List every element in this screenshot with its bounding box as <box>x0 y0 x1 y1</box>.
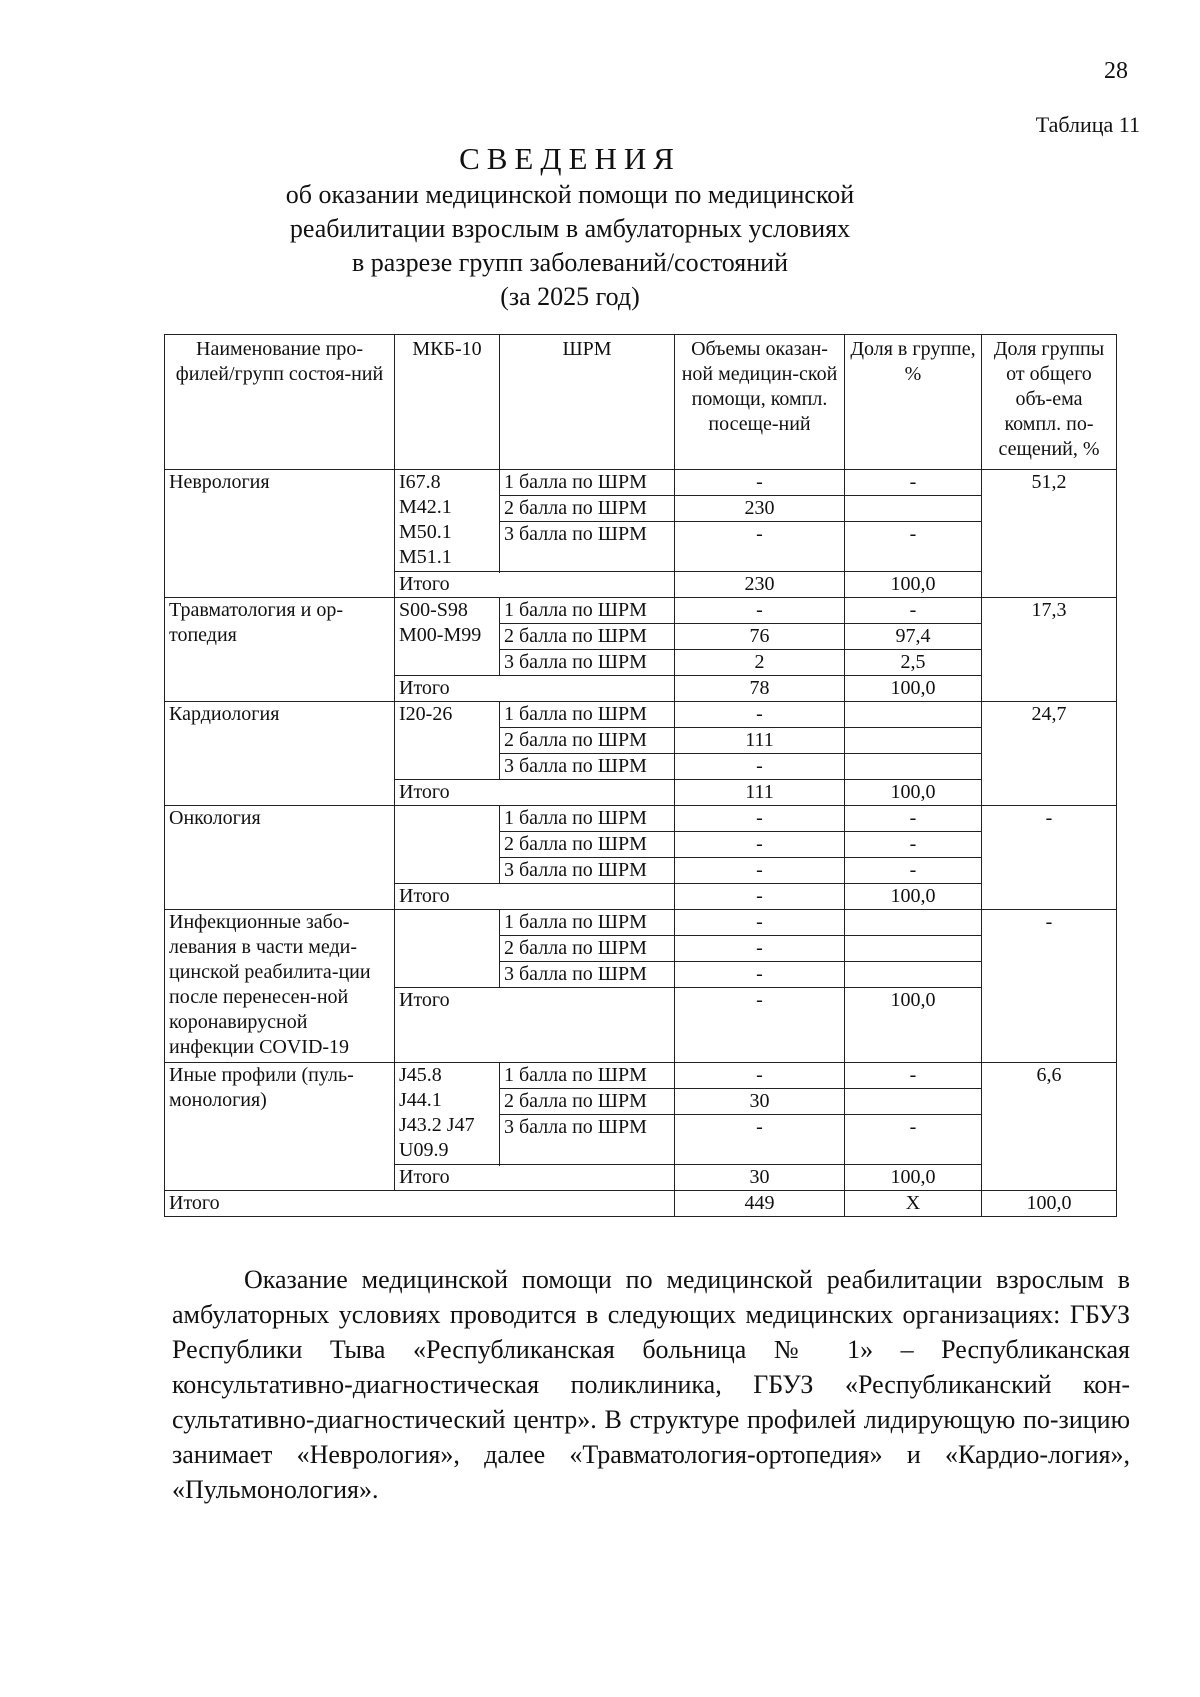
volume-cell: - <box>675 702 845 728</box>
share-cell: - <box>845 806 982 832</box>
share-cell <box>845 936 982 962</box>
volume-cell: 76 <box>675 624 845 650</box>
volume-cell: - <box>675 858 845 884</box>
share-cell <box>845 702 982 728</box>
subtotal-share: 100,0 <box>845 884 982 910</box>
volume-cell: - <box>675 936 845 962</box>
grand-total-share: X <box>845 1191 982 1217</box>
shrm-label: 1 балла по ШРМ <box>500 702 675 728</box>
shrm-label: 2 балла по ШРМ <box>500 728 675 754</box>
share-cell: - <box>845 858 982 884</box>
group-mkb: I20-26 <box>395 702 500 780</box>
share-cell <box>845 1089 982 1115</box>
title-line-4: (за 2025 год) <box>500 282 640 311</box>
group-share: 24,7 <box>982 702 1117 806</box>
share-cell: - <box>845 1063 982 1089</box>
group-name: Иные профили (пуль-монология) <box>165 1063 395 1191</box>
shrm-label: 3 балла по ШРМ <box>500 522 675 572</box>
share-cell: - <box>845 1115 982 1165</box>
volume-cell: - <box>675 470 845 496</box>
shrm-label: 1 балла по ШРМ <box>500 470 675 496</box>
share-cell: 2,5 <box>845 650 982 676</box>
subtotal-share: 100,0 <box>845 780 982 806</box>
share-cell <box>845 728 982 754</box>
shrm-label: 1 балла по ШРМ <box>500 910 675 936</box>
volume-cell: - <box>675 910 845 936</box>
shrm-label: 1 балла по ШРМ <box>500 598 675 624</box>
volume-cell: 230 <box>675 496 845 522</box>
shrm-label: 3 балла по ШРМ <box>500 1115 675 1165</box>
shrm-label: 2 балла по ШРМ <box>500 496 675 522</box>
subtotal-share: 100,0 <box>845 1165 982 1191</box>
title-main: СВЕДЕНИЯ <box>459 141 681 176</box>
subtotal-volume: - <box>675 988 845 1063</box>
group-name: Кардиология <box>165 702 395 806</box>
share-cell <box>845 496 982 522</box>
subtotal-label: Итого <box>395 1165 675 1191</box>
group-share: - <box>982 806 1117 910</box>
group-mkb: S00-S98 M00-M99 <box>395 598 500 676</box>
subtotal-label: Итого <box>395 988 675 1063</box>
table-label: Таблица 11 <box>1035 112 1140 137</box>
volume-cell: 111 <box>675 728 845 754</box>
group-mkb <box>395 910 500 988</box>
group-share: 51,2 <box>982 470 1117 598</box>
share-cell: - <box>845 522 982 572</box>
body-paragraph: Оказание медицинской помощи по медицинской реабилитации взрослым в амбулаторных условиях проводится в следующих медицинских организациях: ГБУЗ Республики Тыва «Республиканская больница № 1» – Республиканская консультативно-диагностическая поликлиника, ГБУЗ «Республиканский кон-сультативно-диагностический центр». В структуре профилей лидирующую по-зицию занимает «Неврология», далее «Травматология-ортопедия» и «Кардио-логия», «Пульмонология». <box>172 1265 1130 1504</box>
shrm-label: 3 балла по ШРМ <box>500 650 675 676</box>
volume-cell: 30 <box>675 1089 845 1115</box>
group-name: Травматология и ор-топедия <box>165 598 395 702</box>
header-name: Наименование про-филей/групп состоя-ний <box>165 335 395 470</box>
volume-cell: - <box>675 1063 845 1089</box>
shrm-label: 1 балла по ШРМ <box>500 1063 675 1089</box>
share-cell: - <box>845 832 982 858</box>
volume-cell: 2 <box>675 650 845 676</box>
subtotal-share: 100,0 <box>845 988 982 1063</box>
shrm-label: 3 балла по ШРМ <box>500 754 675 780</box>
subtotal-volume: 230 <box>675 572 845 598</box>
shrm-label: 2 балла по ШРМ <box>500 832 675 858</box>
share-cell <box>845 962 982 988</box>
header-share-total: Доля группы от общего объ-ема компл. по-сещений, % <box>982 335 1117 470</box>
title-line-1: об оказании медицинской помощи по медицинской <box>285 180 855 209</box>
share-cell: - <box>845 598 982 624</box>
grand-total-group-share: 100,0 <box>982 1191 1117 1217</box>
subtotal-volume: 30 <box>675 1165 845 1191</box>
share-cell: 97,4 <box>845 624 982 650</box>
header-mkb: МКБ-10 <box>395 335 500 470</box>
subtotal-share: 100,0 <box>845 572 982 598</box>
subtotal-label: Итого <box>395 780 675 806</box>
volume-cell: - <box>675 754 845 780</box>
header-shrm: ШРМ <box>500 335 675 470</box>
volume-cell: - <box>675 598 845 624</box>
title-line-3: в разрезе групп заболеваний/состояний <box>351 248 788 277</box>
subtotal-label: Итого <box>395 676 675 702</box>
subtotal-volume: 111 <box>675 780 845 806</box>
shrm-label: 2 балла по ШРМ <box>500 1089 675 1115</box>
share-cell: - <box>845 470 982 496</box>
subtotal-share: 100,0 <box>845 676 982 702</box>
subtotal-label: Итого <box>395 572 675 598</box>
group-name: Онкология <box>165 806 395 910</box>
group-mkb: I67.8 M42.1 M50.1 M51.1 <box>395 470 500 572</box>
group-share: 17,3 <box>982 598 1117 702</box>
share-cell <box>845 754 982 780</box>
volume-cell: - <box>675 806 845 832</box>
header-volume: Объемы оказан-ной медицин-ской помощи, компл. посеще-ний <box>675 335 845 470</box>
volume-cell: - <box>675 962 845 988</box>
grand-total-label: Итого <box>165 1191 675 1217</box>
rehabilitation-table <box>164 334 1117 1217</box>
header-share-group: Доля в группе, % <box>845 335 982 470</box>
page-number: 28 <box>1104 58 1128 84</box>
subtotal-volume: 78 <box>675 676 845 702</box>
grand-total-volume: 449 <box>675 1191 845 1217</box>
subtotal-label: Итого <box>395 884 675 910</box>
document-title <box>160 140 980 314</box>
group-share: 6,6 <box>982 1063 1117 1191</box>
volume-cell: - <box>675 522 845 572</box>
shrm-label: 1 балла по ШРМ <box>500 806 675 832</box>
group-mkb: J45.8 J44.1 J43.2 J47 U09.9 <box>395 1063 500 1165</box>
group-mkb <box>395 806 500 884</box>
group-share: - <box>982 910 1117 1063</box>
title-line-2: реабилитации взрослым в амбулаторных условиях <box>289 214 851 243</box>
shrm-label: 2 балла по ШРМ <box>500 936 675 962</box>
volume-cell: - <box>675 832 845 858</box>
volume-cell: - <box>675 1115 845 1165</box>
share-cell <box>845 910 982 936</box>
group-name: Инфекционные забо-левания в части меди-цинской реабилита-ции после перенесен-ной коронавирусной инфекции COVID-19 <box>165 910 395 1063</box>
shrm-label: 3 балла по ШРМ <box>500 962 675 988</box>
shrm-label: 3 балла по ШРМ <box>500 858 675 884</box>
shrm-label: 2 балла по ШРМ <box>500 624 675 650</box>
subtotal-volume: - <box>675 884 845 910</box>
group-name: Неврология <box>165 470 395 598</box>
